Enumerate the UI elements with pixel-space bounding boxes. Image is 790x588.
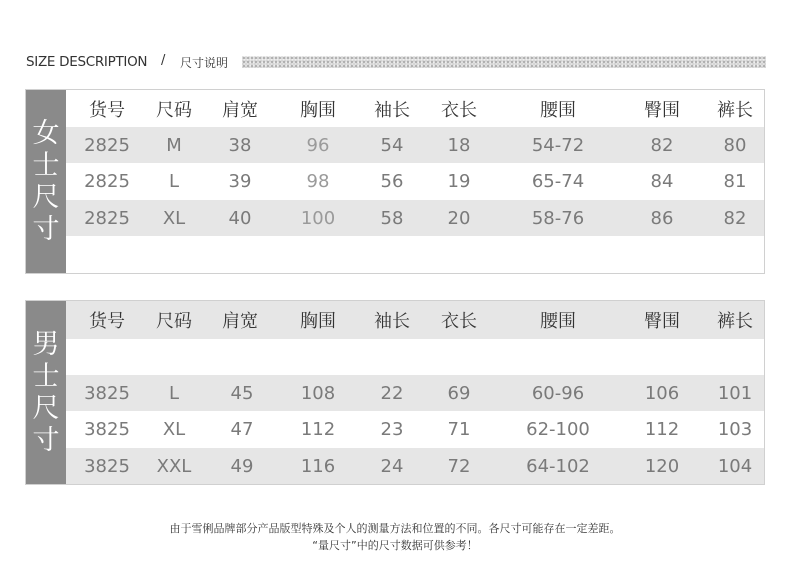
cell-item-no: 2825 — [84, 171, 130, 192]
side-char: 士 — [32, 360, 60, 392]
table-row — [66, 127, 764, 163]
cell-size: XXL — [156, 455, 192, 477]
header-separator: / — [161, 53, 166, 68]
cell-pants-length: 101 — [717, 382, 753, 404]
cell-waist: 64-102 — [526, 455, 590, 477]
table-row — [66, 411, 764, 448]
cell-waist: 60-96 — [531, 382, 585, 404]
cell-shoulder: 45 — [230, 382, 254, 404]
cell-length: 19 — [447, 171, 471, 192]
cell-item-no: 3825 — [84, 382, 130, 404]
side-char: 女 — [32, 117, 60, 149]
cell-size: XL — [162, 207, 186, 229]
cell-sleeve: 56 — [380, 171, 404, 192]
col-header-hip: 臀围 — [644, 311, 680, 332]
footnote-line-1: 由于雪俐品牌部分产品版型特殊及个人的测量方法和位置的不同。各尺寸可能存在一定差距。 — [169, 522, 621, 535]
side-char: 尺 — [32, 392, 60, 424]
col-header-sleeve: 袖长 — [374, 311, 410, 332]
table-row — [66, 448, 764, 484]
cell-item-no: 2825 — [84, 134, 130, 156]
men-grid — [66, 301, 764, 484]
cell-sleeve: 24 — [380, 455, 404, 477]
cell-item-no: 3825 — [84, 455, 130, 477]
men-side-label — [26, 301, 66, 484]
cell-chest: 108 — [300, 382, 336, 404]
table-row — [66, 375, 764, 411]
cell-pants-length: 103 — [717, 419, 753, 440]
col-header-shoulder: 肩宽 — [222, 99, 258, 121]
col-header-chest: 胸围 — [300, 99, 336, 121]
cell-sleeve: 23 — [380, 419, 404, 440]
cell-length: 71 — [447, 419, 471, 440]
side-char: 男 — [32, 328, 60, 360]
cell-waist: 62-100 — [526, 419, 590, 440]
cell-pants-length: 81 — [723, 171, 747, 192]
col-header-shoulder: 肩宽 — [222, 311, 258, 332]
col-header-hip: 臀围 — [644, 99, 680, 121]
women-side-label — [26, 90, 66, 273]
cell-pants-length: 80 — [723, 134, 747, 156]
side-char: 尺 — [32, 181, 60, 213]
cell-waist: 65-74 — [531, 171, 585, 192]
cell-length: 72 — [447, 455, 471, 477]
col-header-size: 尺码 — [156, 99, 192, 121]
table-row — [66, 163, 764, 200]
cell-hip: 106 — [644, 382, 680, 404]
side-char: 寸 — [32, 213, 60, 245]
women-grid — [66, 90, 764, 273]
side-char: 士 — [32, 149, 60, 181]
men-size-table — [25, 300, 765, 485]
cell-shoulder: 40 — [228, 207, 252, 229]
cell-chest: 112 — [300, 419, 336, 440]
side-char: 寸 — [32, 424, 60, 456]
cell-chest: 98 — [306, 171, 330, 192]
cell-hip: 112 — [644, 419, 680, 440]
table-header-row — [66, 301, 764, 339]
header-title-zh: 尺寸说明 — [180, 56, 229, 70]
cell-chest: 100 — [300, 207, 336, 229]
cell-size: L — [168, 171, 180, 192]
col-header-length: 衣长 — [441, 99, 477, 121]
cell-sleeve: 54 — [380, 134, 404, 156]
cell-chest: 96 — [306, 134, 330, 156]
header-title-en: SIZE DESCRIPTION — [26, 54, 148, 70]
col-header-pants-length: 裤长 — [717, 99, 753, 121]
cell-waist: 58-76 — [531, 207, 585, 229]
cell-sleeve: 22 — [380, 382, 404, 404]
cell-item-no: 2825 — [84, 207, 130, 229]
col-header-item-no: 货号 — [89, 99, 125, 121]
col-header-size: 尺码 — [156, 311, 192, 332]
table-row-empty — [66, 236, 764, 273]
col-header-waist: 腰围 — [540, 99, 576, 121]
cell-size: M — [166, 134, 182, 156]
footnote-line-2: “量尺寸”中的尺寸数据可供参考！ — [312, 539, 478, 552]
cell-pants-length: 104 — [717, 455, 753, 477]
table-row — [66, 200, 764, 236]
cell-waist: 54-72 — [531, 134, 585, 156]
cell-sleeve: 58 — [380, 207, 404, 229]
col-header-sleeve: 袖长 — [374, 99, 410, 121]
col-header-item-no: 货号 — [89, 311, 125, 332]
cell-pants-length: 82 — [723, 207, 747, 229]
cell-chest: 116 — [300, 455, 336, 477]
col-header-waist: 腰围 — [540, 311, 576, 332]
cell-item-no: 3825 — [84, 419, 130, 440]
cell-shoulder: 47 — [230, 419, 254, 440]
col-header-pants-length: 裤长 — [717, 311, 753, 332]
table-row-empty — [66, 339, 764, 375]
table-header-row — [66, 90, 764, 127]
col-header-chest: 胸围 — [300, 311, 336, 332]
col-header-length: 衣长 — [441, 311, 477, 332]
cell-hip: 84 — [650, 171, 674, 192]
cell-size: XL — [162, 419, 186, 440]
header-decorative-bar — [242, 56, 766, 68]
cell-hip: 86 — [650, 207, 674, 229]
cell-length: 18 — [447, 134, 471, 156]
cell-hip: 120 — [644, 455, 680, 477]
women-size-table — [25, 89, 765, 274]
cell-size: L — [168, 382, 180, 404]
cell-hip: 82 — [650, 134, 674, 156]
cell-shoulder: 49 — [230, 455, 254, 477]
cell-length: 69 — [447, 382, 471, 404]
cell-shoulder: 38 — [228, 134, 252, 156]
size-description-header — [26, 52, 766, 72]
cell-shoulder: 39 — [228, 171, 252, 192]
cell-length: 20 — [447, 207, 471, 229]
